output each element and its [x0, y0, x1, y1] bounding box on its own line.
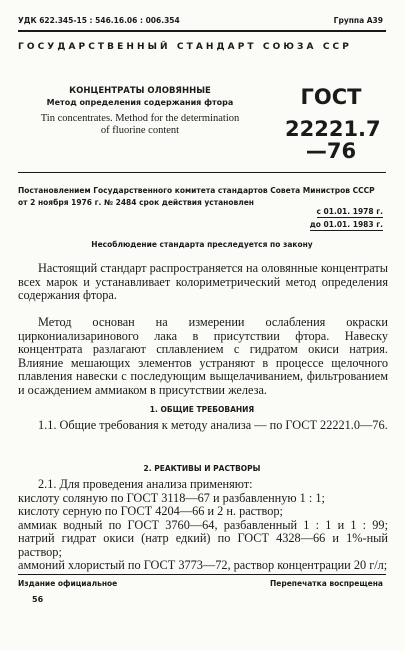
- intro-paragraph-method: Метод основан на измерении ослабления окраски циркониализаринового лака в присутствии фтора. Навеску концентрата разлагают сплавлением с гидратом окиси натрия. Влияние мешающих элементов устраняют в процессе щелочного плавления навески с последующим выщелачиванием, фильтрованием и осаждением аммиаком в присутствии железа.: [18, 315, 388, 397]
- section-1-text: 1.1. Общие требования к методу анализа — по ГОСТ 22221.0—76.: [38, 418, 388, 432]
- footer-rule: [18, 574, 386, 575]
- list-item: натрий гидрат окиси (натр едкий) по ГОСТ 4328—66 и 1%-ный раствор;: [18, 531, 388, 559]
- list-item: кислоту серную по ГОСТ 4204—66 и 2 н. раствор;: [18, 504, 283, 518]
- validity-end: до 01.01. 1983 г.: [309, 220, 383, 229]
- list-item: аммоний хлористый по ГОСТ 3773—72, раствор концентрации 20 г/л;: [18, 558, 388, 572]
- top-rule: [18, 30, 386, 32]
- section-1-heading: 1. ОБЩИЕ ТРЕБОВАНИЯ: [149, 405, 255, 414]
- section-2-heading: 2. РЕАКТИВЫ И РАСТВОРЫ: [143, 464, 261, 473]
- reagents-intro: 2.1. Для проведения анализа применяют:: [38, 477, 253, 491]
- list-item: аммиак водный по ГОСТ 3760—64, разбавленный 1 : 1 и 1 : 99;: [18, 517, 388, 532]
- reagents-list: [18, 478, 388, 573]
- udk-code: УДК 622.345-15 : 546.16.06 : 006.354: [18, 16, 180, 25]
- gost-number: 22221.7—76: [285, 117, 381, 163]
- decree-text: Постановлением Государственного комитета стандартов Совета Министров СССР от 2 ноября 1976 г. № 2484 срок действия установлен: [18, 186, 375, 207]
- reprint-prohibited: Перепечатка воспрещена: [269, 579, 383, 588]
- validity-start: с 01.01. 1978 г.: [316, 207, 383, 216]
- list-item: кислоту соляную по ГОСТ 3118—67 и разбавленную 1 : 1;: [18, 490, 325, 505]
- page-number: 56: [32, 595, 44, 604]
- group-code: Группа А39: [333, 16, 383, 25]
- document-subtitle: Метод определения содержания фтора: [46, 98, 234, 107]
- official-edition: Издание официальное: [18, 579, 118, 588]
- standard-name: ГОСУДАРСТВЕННЫЙ СТАНДАРТ СОЮЗА ССР: [18, 42, 352, 52]
- intro-paragraph-scope: Настоящий стандарт распространяется на оловянные концентраты всех марок и устанавливает колориметрический метод определения содержания фтора.: [18, 261, 388, 303]
- document-title: КОНЦЕНТРАТЫ ОЛОВЯННЫЕ: [69, 86, 211, 96]
- english-title: Tin concentrates. Method for the determination of fluorine content: [40, 113, 240, 136]
- section-rule: [18, 172, 386, 173]
- legal-notice: Несоблюдение стандарта преследуется по закону: [91, 240, 313, 249]
- gost-label: ГОСТ: [300, 85, 362, 109]
